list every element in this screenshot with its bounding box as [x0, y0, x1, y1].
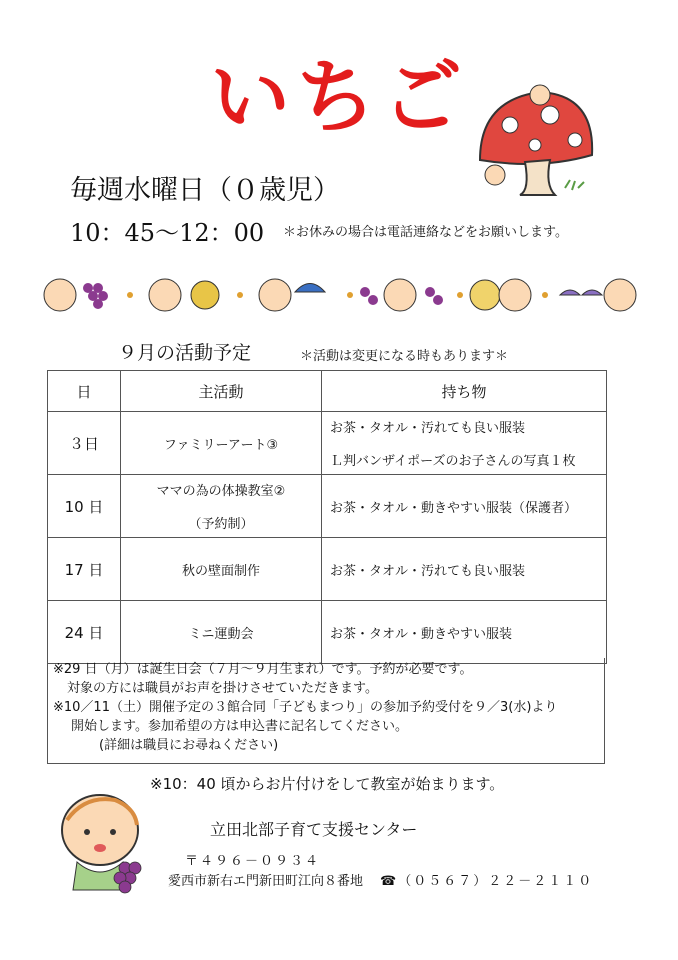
baby-with-grapes-illustration — [55, 790, 165, 900]
header-items: 持ち物 — [322, 371, 607, 412]
time-text: 10：45～12：00 — [70, 219, 265, 247]
row-activity — [121, 475, 322, 538]
row-day: ３日 — [48, 412, 121, 475]
table-row — [48, 538, 607, 601]
mushroom-with-babies-illustration — [470, 80, 600, 200]
center-name: 立田北部子育て支援センター — [210, 820, 418, 839]
row-day: 17 日 — [48, 538, 121, 601]
note-line: (詳細は職員にお尋ねください) — [99, 738, 279, 753]
cleanup-note: ※10：40 頃からお片付けをして教室が始まります。 — [150, 775, 505, 793]
note-line: 対象の方には職員がお声を掛けさせていただきます。 — [67, 681, 378, 696]
change-note: ＊活動は変更になる時もあります＊ — [300, 349, 509, 364]
row-day: 10 日 — [48, 475, 121, 538]
note-line: ※10／11（土）開催予定の３館合同「子どもまつり」の参加予約受付を９／3(水)より — [53, 700, 558, 715]
row-items: お茶・タオル・汚れても良い服装 — [322, 538, 607, 601]
row-activity-line: ママの為の体操教室② — [156, 484, 286, 499]
table-header-row — [48, 371, 607, 412]
schedule-text: 毎週水曜日（０歳児） — [70, 175, 340, 206]
notes-box — [47, 658, 605, 764]
row-items: お茶・タオル・動きやすい服装（保護者） — [322, 475, 607, 538]
row-day: 24 日 — [48, 601, 121, 664]
header-activity: 主活動 — [121, 371, 322, 412]
page-title: いちご — [210, 51, 468, 144]
babies-fruit-decoration — [40, 270, 640, 320]
row-activity: ミニ運動会 — [121, 601, 322, 664]
absent-note: ＊お休みの場合は電話連絡などをお願いします。 — [283, 225, 568, 240]
row-item-line: Ｌ判バンザイポーズのお子さんの写真１枚 — [330, 454, 576, 469]
header-day: 日 — [48, 371, 121, 412]
note-line: 開始します。参加希望の方は申込書に記名してください。 — [71, 719, 408, 734]
row-activity: ファミリーアート③ — [121, 412, 322, 475]
row-items — [322, 412, 607, 475]
activity-table — [47, 370, 607, 664]
postal-code: 〒４９６－０９３４ — [185, 854, 321, 869]
row-items: お茶・タオル・動きやすい服装 — [322, 601, 607, 664]
table-row — [48, 601, 607, 664]
note-line: ※29 日（月）は誕生日会（７月～９月生まれ）です。予約が必要です。 — [53, 662, 473, 677]
table-row — [48, 475, 607, 538]
row-activity: 秋の壁面制作 — [121, 538, 322, 601]
phone-number: ☎（０５６７）２２－２１１０ — [380, 874, 594, 889]
row-activity-line: （予約制） — [188, 517, 254, 532]
address: 愛西市新右エ門新田町江向８番地 — [168, 874, 364, 889]
row-item-line: お茶・タオル・汚れても良い服装 — [330, 421, 526, 436]
table-row — [48, 412, 607, 475]
month-title: ９月の活動予定 — [118, 342, 252, 364]
